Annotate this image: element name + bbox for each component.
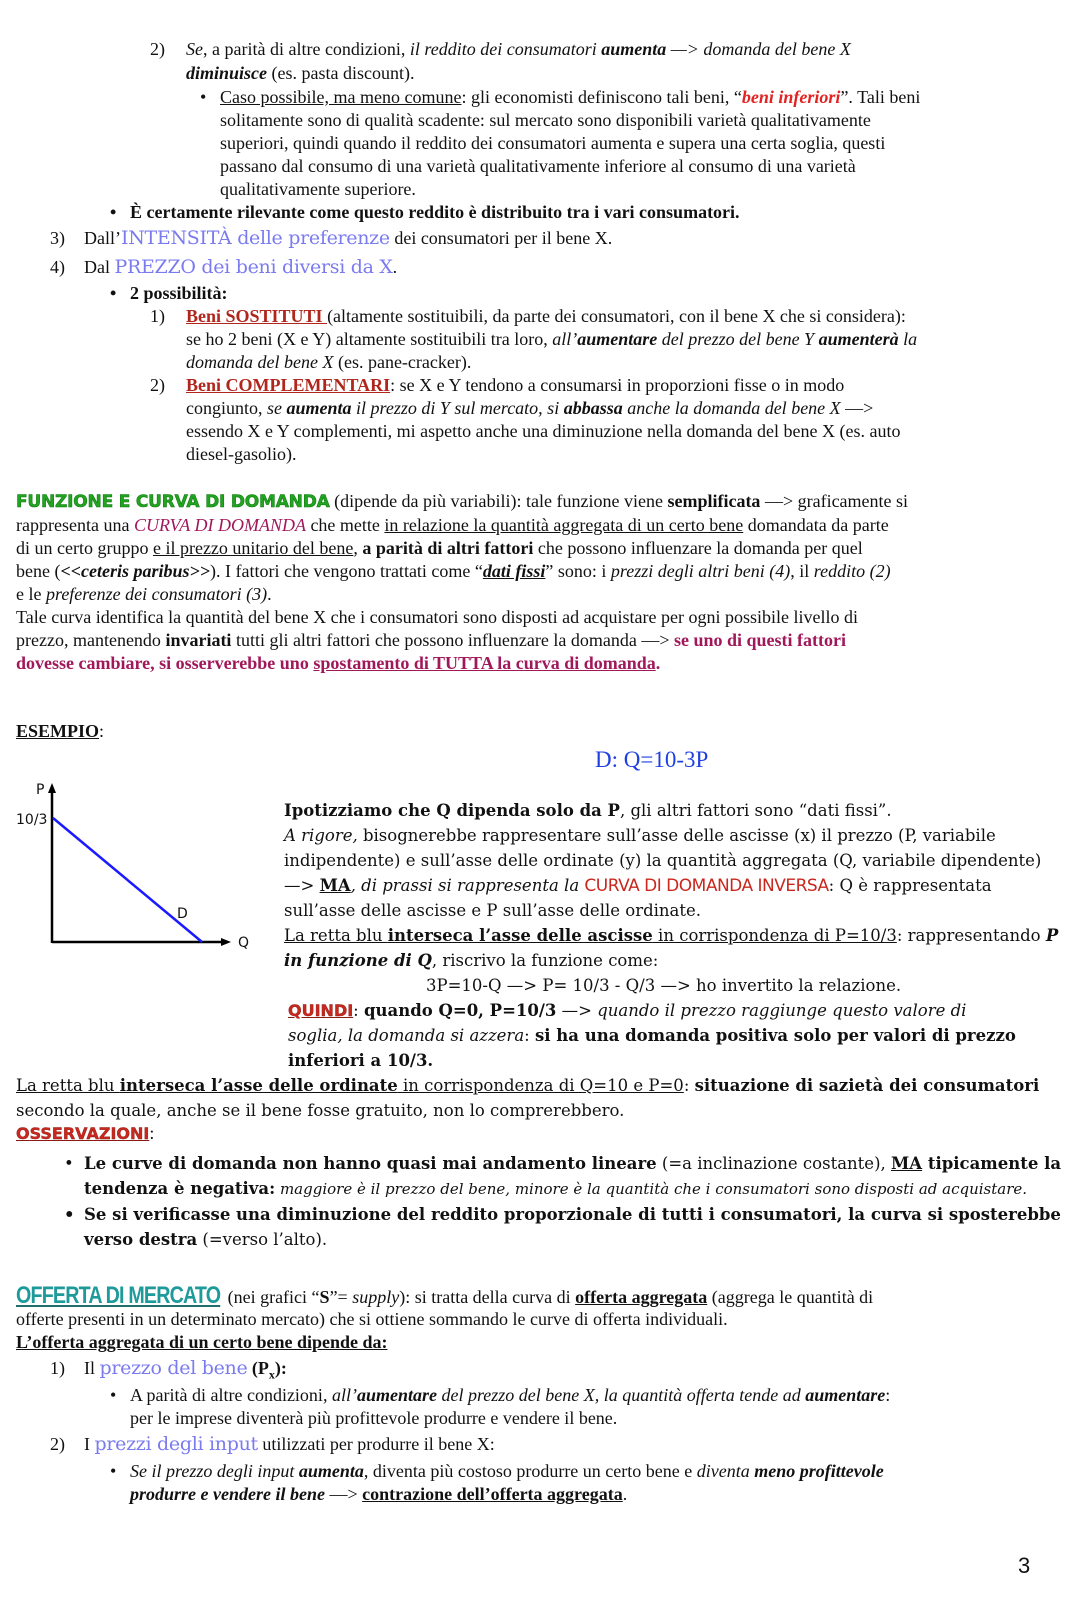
x-axis-label: Q: [238, 935, 250, 951]
text: ): si tratta della curva di: [399, 1287, 576, 1307]
text: prezzi degli altri beni (4): [610, 561, 791, 581]
text: La retta blu: [16, 1076, 120, 1095]
observations-heading-row: [16, 1122, 154, 1145]
text: maggiore è il prezzo del bene, minore è la quantità che i consumatori sono disposti ad acquistare.: [275, 1180, 1028, 1198]
text: semplificata: [667, 491, 761, 511]
text: aumenta: [298, 1461, 364, 1481]
inverted-relation: 3P=10-Q —> P= 10/3 - Q/3 —> ho invertito la relazione.: [426, 976, 902, 995]
text: contrazione dell’offerta aggregata: [362, 1484, 623, 1504]
text: preferenze dei consumatori (3): [45, 584, 268, 604]
text: aumentare: [805, 1385, 886, 1405]
text-line: solitamente sono di qualità scadente: sul mercato sono disponibili varietà qualitativamente: [220, 110, 871, 130]
text: aumenta: [286, 398, 352, 418]
text: il prezzo di Y sul mercato, si: [351, 398, 564, 418]
observation-bullet-2-line2: [84, 1228, 327, 1251]
item-number: 2): [150, 39, 165, 59]
text: (=verso l’alto).: [197, 1230, 328, 1249]
example-heading: ESEMPIO: [16, 721, 100, 741]
text: —>: [840, 398, 874, 418]
inferior-goods-bullet: [220, 86, 920, 109]
text: Le curve di domanda non hanno quasi mai andamento lineare: [84, 1154, 657, 1173]
demand-function-line7: [16, 629, 846, 652]
text-line: qualitativamente superiore.: [220, 179, 416, 199]
demand-function-line8: [16, 652, 660, 675]
text: .: [622, 1484, 628, 1504]
demand-curve-graph: [0, 775, 270, 955]
complements-line1: [186, 374, 844, 397]
text: verso destra: [84, 1230, 198, 1249]
y-axis-label: P: [36, 782, 45, 798]
text: aumenterà: [818, 329, 899, 349]
preferences-highlight: INTENSITÀ delle preferenze: [120, 227, 390, 249]
example-heading-row: [16, 720, 104, 743]
text: spostamento di TUTTA la curva di domanda: [313, 653, 656, 673]
example-p1: [284, 799, 892, 822]
example-p4: [284, 874, 992, 898]
y-axis-arrow-icon: [48, 783, 56, 793]
income-item-line2: [186, 62, 414, 85]
text: :: [524, 1026, 535, 1045]
text: —>: [324, 1484, 363, 1504]
quindi-label: QUINDI: [288, 1001, 354, 1020]
text: che possono influenzare la domanda per quel: [533, 538, 863, 558]
supply-heading: OFFERTA DI MERCATO: [16, 1282, 221, 1309]
x-axis-arrow-icon: [221, 938, 231, 946]
text: (es. pasta discount).: [267, 63, 415, 83]
complements-title: Beni COMPLEMENTARI: [186, 375, 391, 395]
text: —>: [556, 1001, 598, 1020]
text: meno profittevole: [754, 1461, 884, 1481]
text: (aggrega le quantità di: [707, 1287, 874, 1307]
text: (altamente sostituibili, da parte dei consumatori, con il bene X che si considera):: [327, 306, 906, 326]
text: ”=: [329, 1287, 353, 1307]
text: : gli economisti definiscono tali beni, “: [461, 87, 742, 107]
text: Dall’: [84, 228, 121, 248]
text: Ipotizziamo che Q dipenda solo da P: [284, 801, 620, 820]
demand-function-line3: [16, 537, 863, 560]
text: Il: [84, 1358, 100, 1378]
text: —> graficamente si: [760, 491, 909, 511]
text: <<ceteris paribus>>: [60, 561, 211, 581]
text: domandata da parte: [743, 515, 889, 535]
text: aumentare: [577, 329, 658, 349]
inferior-goods-term: beni inferiori: [741, 87, 841, 107]
text: reddito (2): [813, 561, 891, 581]
text-line: inferiori a 10/3.: [288, 1051, 434, 1070]
text: .: [392, 257, 398, 277]
text: se ho 2 beni (X e Y) altamente sostituibili tra loro,: [186, 329, 553, 349]
text: in funzione di Q: [284, 951, 432, 970]
text: tipicamente la: [922, 1154, 1062, 1173]
text: e il prezzo unitario del bene: [152, 538, 354, 558]
text-line: indipendente) e sull’asse delle ordinate (y) la quantità aggregata (Q, variabile dipendente): [284, 851, 1042, 870]
example-p12: [16, 1074, 1039, 1097]
preferences-item: [84, 227, 612, 250]
text: di un certo gruppo: [16, 538, 153, 558]
text: : se X e Y tendono a consumarsi in proporzioni fisse o in modo: [390, 375, 845, 395]
text: dati fissi: [482, 561, 546, 581]
text: ):: [274, 1358, 287, 1378]
text-line: per le imprese diventerà più profittevole produrre e vendere il bene.: [130, 1408, 618, 1428]
text: tutti gli altri fattori che possono influenzare la domanda —>: [231, 630, 674, 650]
text: supply: [352, 1287, 400, 1307]
text: Dal: [84, 257, 115, 277]
supply-item1-bullet: [130, 1384, 890, 1407]
text: diventa: [696, 1461, 755, 1481]
text: che mette: [305, 515, 385, 535]
text: ” sono: i: [545, 561, 611, 581]
text: diminuisce: [186, 63, 268, 83]
text: MA: [891, 1154, 923, 1173]
text: , a parità di altre condizioni,: [203, 39, 410, 59]
text: aumentare: [356, 1385, 437, 1405]
text: , il: [790, 561, 814, 581]
item-number: 1): [150, 306, 165, 326]
text: produrre e vendere il bene: [130, 1484, 325, 1504]
text: il reddito dei consumatori: [409, 39, 602, 59]
supply-line1: [16, 1284, 873, 1309]
supply-depends-heading: L’offerta aggregata di un certo bene dipende da:: [16, 1332, 388, 1352]
text: (P: [247, 1358, 269, 1378]
observation-bullet-2: • Se si verificasse una diminuzione del reddito proporzionale di tutti i consumatori, la curva si sposterebbe: [84, 1203, 1061, 1226]
text: :: [885, 1385, 891, 1405]
text: situazione di sazietà dei consumatori: [694, 1076, 1040, 1095]
substitutes-title: Beni SOSTITUTI: [186, 306, 328, 326]
demand-function-line1: [16, 490, 908, 514]
text: la: [898, 329, 918, 349]
item-number: 2): [50, 1434, 65, 1454]
demand-graph-svg: [0, 775, 270, 955]
substitutes-line3: [186, 351, 471, 374]
demand-function-line2: [16, 514, 889, 537]
text: soglia, la domanda si azzera: [288, 1026, 525, 1045]
text: Se: [186, 39, 203, 59]
y-intercept-label: 10/3: [16, 812, 48, 828]
text: ,: [353, 538, 363, 558]
text: (nei grafici “: [223, 1287, 320, 1307]
curve-label: D: [177, 906, 188, 922]
text: all’: [331, 1385, 357, 1405]
text-line: secondo la quale, anche se il bene fosse gratuito, non lo comprerebbero.: [16, 1101, 625, 1120]
demand-function-line4: [16, 560, 891, 583]
text-line: passano dal consumo di una varietà qualitativamente inferiore al consumo di una varietà: [220, 156, 856, 176]
text: offerta aggregata: [575, 1287, 708, 1307]
text: .: [655, 653, 661, 673]
text: MA: [319, 876, 351, 895]
text: :: [149, 1123, 155, 1143]
example-p2: [284, 824, 996, 847]
text: Se il prezzo degli input: [130, 1461, 299, 1481]
text: interseca l’asse delle ordinate: [119, 1076, 398, 1095]
distribution-bullet: • È certamente rilevante come questo reddito è distribuito tra i vari consumatori.: [130, 201, 740, 224]
example-p10: [288, 1024, 1016, 1047]
text: , diventa più costoso produrre un certo bene e: [363, 1461, 697, 1481]
text: all’: [552, 329, 578, 349]
text: I: [84, 1434, 95, 1454]
demand-function-line5: [16, 583, 272, 606]
text: A parità di altre condizioni,: [130, 1385, 332, 1405]
substitutes-line2: [186, 328, 917, 351]
text: (=a inclinazione costante),: [656, 1154, 891, 1173]
price-highlight: prezzo del bene: [99, 1357, 248, 1379]
text: x: [268, 1367, 275, 1382]
demand-equation: D: Q=10-3P: [595, 747, 709, 772]
text: bene (: [16, 561, 61, 581]
text: prezzo, mantenendo: [16, 630, 166, 650]
other-price-item: [84, 256, 397, 279]
text: quando il prezzo raggiunge questo valore di: [597, 1001, 967, 1020]
text: dei consumatori per il bene X.: [389, 228, 613, 248]
text-line: offerte presenti in un determinato mercato) che si ottiene sommando le curve di offerta individuali.: [16, 1309, 728, 1329]
text: :: [353, 1001, 364, 1020]
text: interseca l’asse delle ascisse: [387, 926, 653, 945]
text: rappresenta una: [16, 515, 134, 535]
text-line: sull’asse delle ascisse e P sull’asse delle ordinate.: [284, 901, 702, 920]
text: quando Q=0, P=10/3: [363, 1001, 557, 1020]
text: : rappresentando: [896, 926, 1046, 945]
supply-item2: [84, 1433, 495, 1456]
text-line: Tale curva identifica la quantità del bene X che i consumatori sono disposti ad acquistare per ogni possibile livello di: [16, 607, 859, 627]
text: (dipende da più variabili): tale funzione viene: [329, 491, 668, 511]
text: del prezzo del bene Y: [657, 329, 819, 349]
observation-bullet-1: [84, 1152, 1061, 1175]
demand-curve-term: CURVA DI DOMANDA: [133, 515, 306, 535]
text: La retta blu: [284, 926, 388, 945]
text: S: [319, 1287, 330, 1307]
item-number: 4): [50, 257, 65, 277]
other-price-highlight: PREZZO dei beni diversi da X: [114, 256, 393, 278]
complements-line2: [186, 397, 873, 420]
text: tendenza è negativa:: [84, 1179, 276, 1198]
supply-item1: [84, 1357, 287, 1387]
text: : Q è rappresentata: [828, 876, 992, 895]
text: —>: [284, 876, 320, 895]
text: invariati: [165, 630, 232, 650]
text: bisognerebbe rappresentare sull’asse delle ascisse (x) il prezzo (P, variabile: [357, 826, 996, 845]
inverse-demand-term: CURVA DI DOMANDA INVERSA: [584, 876, 829, 896]
text: abbassa: [563, 398, 623, 418]
text: :: [99, 721, 105, 741]
item-number: 3): [50, 228, 65, 248]
text: —> domanda del bene X: [666, 39, 851, 59]
text-line: essendo X e Y complementi, mi aspetto anche una diminuzione nella domanda del bene X (es. auto: [186, 421, 901, 441]
text: se uno di questi fattori: [673, 630, 846, 650]
text: in corrispondenza di Q=10 e P=0: [397, 1076, 684, 1095]
text: si ha una domanda positiva solo per valori di prezzo: [534, 1026, 1016, 1045]
text-line: superiori, quindi quando il reddito dei consumatori aumenta e supera una certa soglia, questi: [220, 133, 886, 153]
demand-function-heading: FUNZIONE E CURVA DI DOMANDA: [16, 492, 330, 512]
text: A rigore,: [284, 826, 358, 845]
text: , riscrivo la funzione come:: [431, 951, 659, 970]
text: Caso possibile, ma meno comune: [220, 87, 462, 107]
text: dovesse cambiare, si osserverebbe uno: [16, 653, 314, 673]
text: del prezzo del bene X, la quantità offerta tende ad: [436, 1385, 806, 1405]
observations-heading: OSSERVAZIONI: [16, 1124, 150, 1143]
supply-item2-bullet-line2: [130, 1483, 627, 1506]
supply-item2-bullet: [130, 1460, 884, 1483]
text: P: [1045, 926, 1059, 945]
substitutes-line1: [186, 305, 906, 328]
text: (es. pane-cracker).: [333, 352, 472, 372]
text: , di prassi si rappresenta la: [350, 876, 585, 895]
income-item-line1: [186, 38, 851, 61]
text: utilizzati per produrre il bene X:: [257, 1434, 495, 1454]
text-line: diesel-gasolio).: [186, 444, 297, 464]
example-p7: [284, 949, 658, 972]
item-number: 1): [50, 1358, 65, 1378]
text: aumenta: [601, 39, 667, 59]
page-number: 3: [1018, 1553, 1031, 1578]
item-number: 2): [150, 375, 165, 395]
input-prices-highlight: prezzi degli input: [94, 1433, 258, 1455]
text: congiunto,: [186, 398, 267, 418]
text: se: [267, 398, 287, 418]
text: ). I fattori che vengono trattati come “: [210, 561, 483, 581]
text: , gli altri fattori sono “dati fissi”.: [619, 801, 892, 820]
text: in corrispondenza di P=10/3: [652, 926, 897, 945]
observation-bullet-1-line2: [84, 1177, 1027, 1201]
text: .: [267, 584, 272, 604]
possibilities-label: • 2 possibilità:: [130, 282, 228, 305]
text: anche la domanda del bene X: [622, 398, 841, 418]
text: in relazione la quantità aggregata di un certo bene: [384, 515, 744, 535]
text: domanda del bene X: [186, 352, 334, 372]
text: a parità di altri fattori: [362, 538, 534, 558]
text: e le: [16, 584, 46, 604]
example-p6: [284, 924, 1058, 947]
text: ”. Tali beni: [840, 87, 921, 107]
example-p9: [288, 999, 966, 1022]
text: :: [683, 1076, 695, 1095]
